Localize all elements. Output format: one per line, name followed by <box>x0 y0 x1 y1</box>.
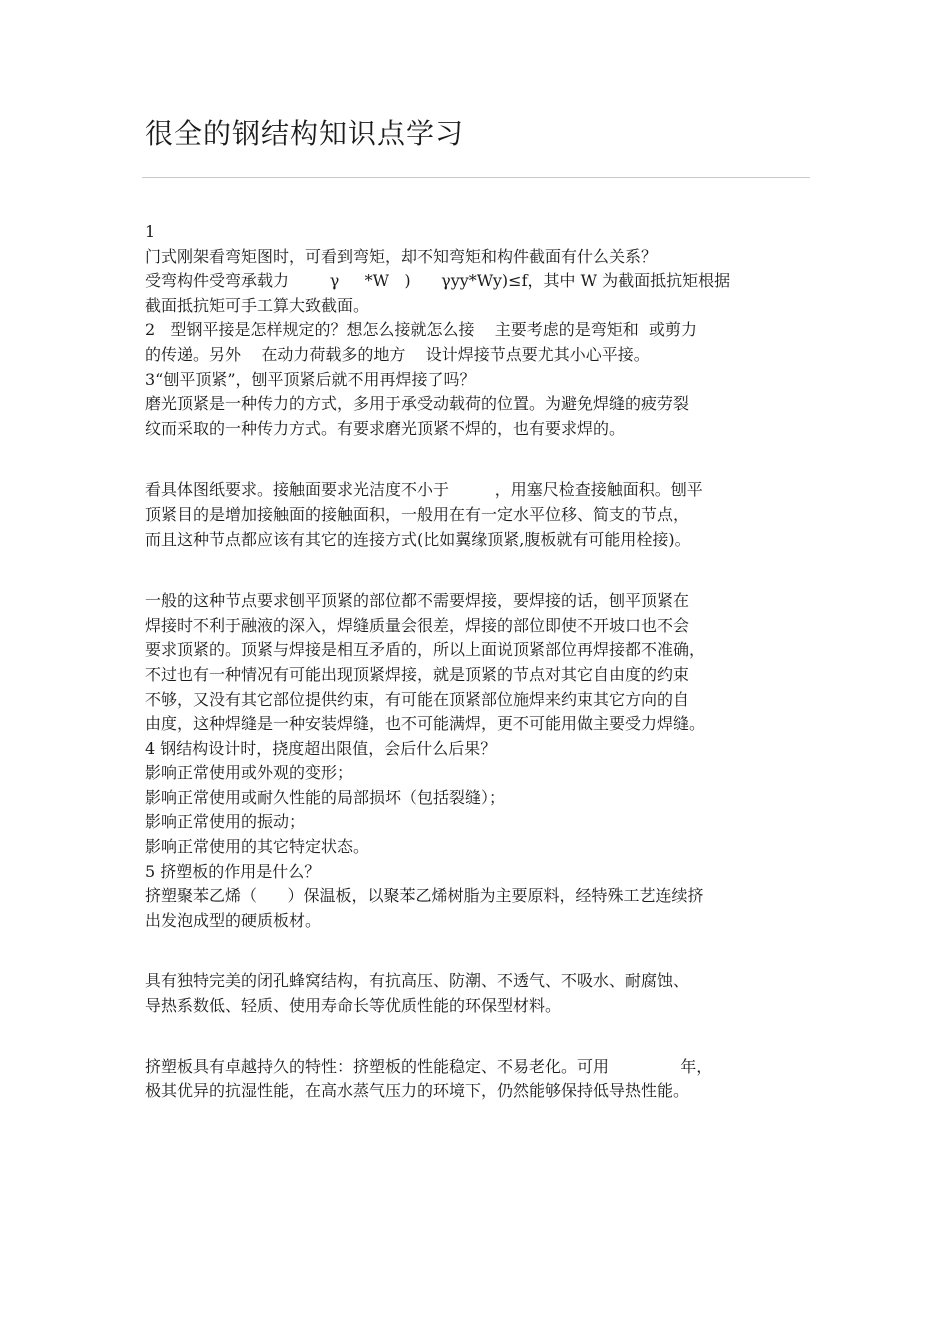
text-line: 挤塑板具有卓越持久的特性：挤塑板的性能稳定、不易老化。可用 年， <box>145 1056 713 1076</box>
document-body <box>145 220 815 1104</box>
text-line: 的传递。另外 在动力荷载多的地方 设计焊接节点要尤其小心平接。 <box>145 344 650 364</box>
list-item: 影响正常使用或外观的变形； <box>145 763 354 783</box>
list-item: 影响正常使用或耐久性能的局部损坏（包括裂缝）； <box>145 787 506 807</box>
question-line: 门式刚架看弯矩图时，可看到弯矩，却不知弯矩和构件截面有什么关系？ <box>145 246 658 266</box>
text-line: 极其优异的抗湿性能，在高水蒸气压力的环境下，仍然能够保持低导热性能。 <box>145 1081 690 1101</box>
text-line: 看具体图纸要求。接触面要求光洁度不小于 ，用塞尺检查接触面积。刨平 <box>145 480 703 500</box>
question-line: 5 挤塑板的作用是什么？ <box>145 861 321 881</box>
page-title: 很全的钢结构知识点学习 <box>145 117 465 150</box>
question-line: 3“刨平顶紧”，刨平顶紧后就不用再焊接了吗？ <box>145 369 476 389</box>
text-line: 而且这种节点都应该有其它的连接方式(比如翼缘顶紧,腹板就有可能用栓接)。 <box>145 529 691 549</box>
text-line: 出发泡成型的硬质板材。 <box>145 910 322 930</box>
section-number: 1 <box>145 222 156 241</box>
text-line: 截面抵抗矩可手工算大致截面。 <box>145 295 370 315</box>
text-line: 受弯构件受弯承载力 γ *W ) γyy*Wy)≤f，其中 W 为截面抵抗矩根据 <box>145 271 731 291</box>
paragraph-gap <box>145 1019 815 1055</box>
text-line: 一般的这种节点要求刨平顶紧的部位都不需要焊接，要焊接的话，刨平顶紧在 <box>145 591 690 611</box>
list-item: 影响正常使用的其它特定状态。 <box>145 837 370 857</box>
paragraph-gap <box>145 933 815 969</box>
text-line: 磨光顶紧是一种传力的方式，多用于承受动载荷的位置。为避免焊缝的疲劳裂 <box>145 394 690 414</box>
text-line: 不够，又没有其它部位提供约束，有可能在顶紧部位施焊来约束其它方向的自 <box>145 689 690 709</box>
text-line: 挤塑聚苯乙烯（ ）保温板，以聚苯乙烯树脂为主要原料，经特殊工艺连续挤 <box>145 886 704 906</box>
text-line: 焊接时不利于融液的深入，焊缝质量会很差，焊接的部位即使不开坡口也不会 <box>145 615 690 635</box>
text-line: 不过也有一种情况有可能出现顶紧焊接，就是顶紧的节点对其它自由度的约束 <box>145 664 690 684</box>
text-line: 导热系数低、轻质、使用寿命长等优质性能的环保型材料。 <box>145 996 562 1016</box>
list-item: 影响正常使用的振动； <box>145 812 306 832</box>
text-line: 由度，这种焊缝是一种安装焊缝，也不可能满焊，更不可能用做主要受力焊缝。 <box>145 714 706 734</box>
text-line: 具有独特完美的闭孔蜂窝结构，有抗高压、防潮、不透气、不吸水、耐腐蚀、 <box>145 971 690 991</box>
text-line: 纹而采取的一种传力方式。有要求磨光顶紧不焊的，也有要求焊的。 <box>145 418 626 438</box>
title-divider <box>142 177 810 178</box>
text-line: 顶紧目的是增加接触面的接触面积，一般用在有一定水平位移、简支的节点， <box>145 504 690 524</box>
text-line: 要求顶紧的。顶紧与焊接是相互矛盾的，所以上面说顶紧部位再焊接都不准确， <box>145 640 706 660</box>
question-line: 2 型钢平接是怎样规定的？想怎么接就怎么接 主要考虑的是弯矩和 或剪力 <box>145 320 697 340</box>
paragraph-gap <box>145 552 815 589</box>
paragraph-gap <box>145 441 815 478</box>
question-line: 4 钢结构设计时，挠度超出限值，会后什么后果？ <box>145 738 497 758</box>
